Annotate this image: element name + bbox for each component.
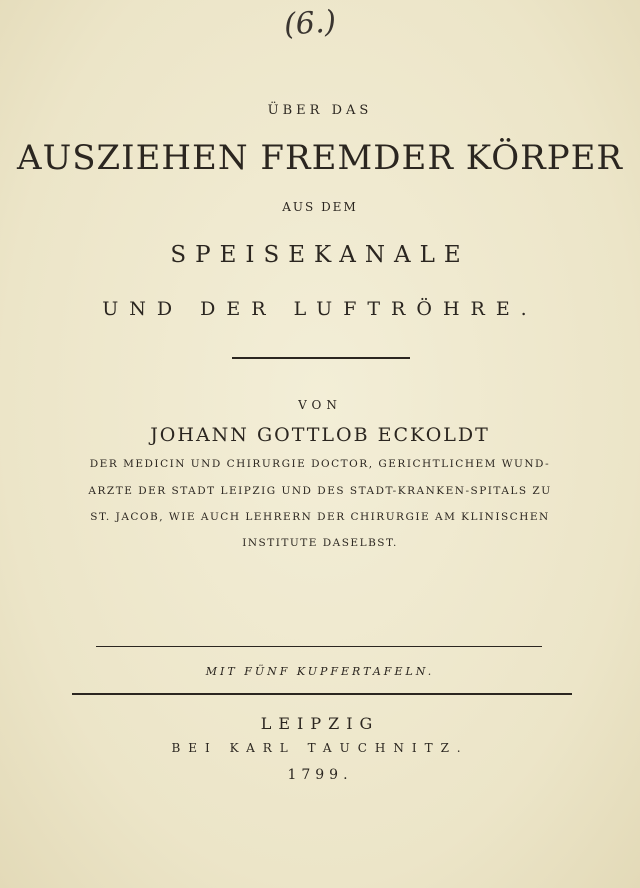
divider-lower [72, 693, 572, 695]
divider-upper [96, 646, 542, 647]
divider-short [232, 357, 410, 359]
credentials-line-1: DER MEDICIN UND CHIRURGIE DOCTOR, GERICHTLICHEM WUND- [89, 458, 551, 470]
byline-von: VON [298, 398, 342, 412]
imprint-city: LEIPZIG [260, 714, 380, 733]
imprint-publisher: BEI KARL TAUCHNITZ. [171, 741, 469, 755]
heading-speisekanale: SPEISEKANALE [170, 242, 470, 268]
imprint-year: 1799. [287, 767, 353, 783]
credentials-line-3: ST. JACOB, WIE AUCH LEHRERN DER CHIRURGIE AM KLINISCHEN [90, 511, 550, 523]
plates-note: MIT FÜNF KUPFERTAFELN. [205, 665, 435, 678]
credentials-line-4: INSTITUTE DASELBST. [242, 537, 398, 549]
credentials-line-2: ARZTE DER STADT LEIPZIG UND DES STADT-KRANKEN-SPITALS ZU [88, 485, 552, 497]
heading-luftrohre: UND DER LUFTRÖHRE. [102, 298, 538, 320]
handwritten-shelfmark: (6.) [282, 4, 338, 43]
heading-uber-das: ÜBER DAS [267, 103, 373, 118]
main-title: AUSZIEHEN FREMDER KÖRPER [17, 138, 623, 178]
author-name: JOHANN GOTTLOB ECKOLDT [150, 424, 490, 446]
heading-aus-dem: AUS DEM [282, 200, 358, 214]
